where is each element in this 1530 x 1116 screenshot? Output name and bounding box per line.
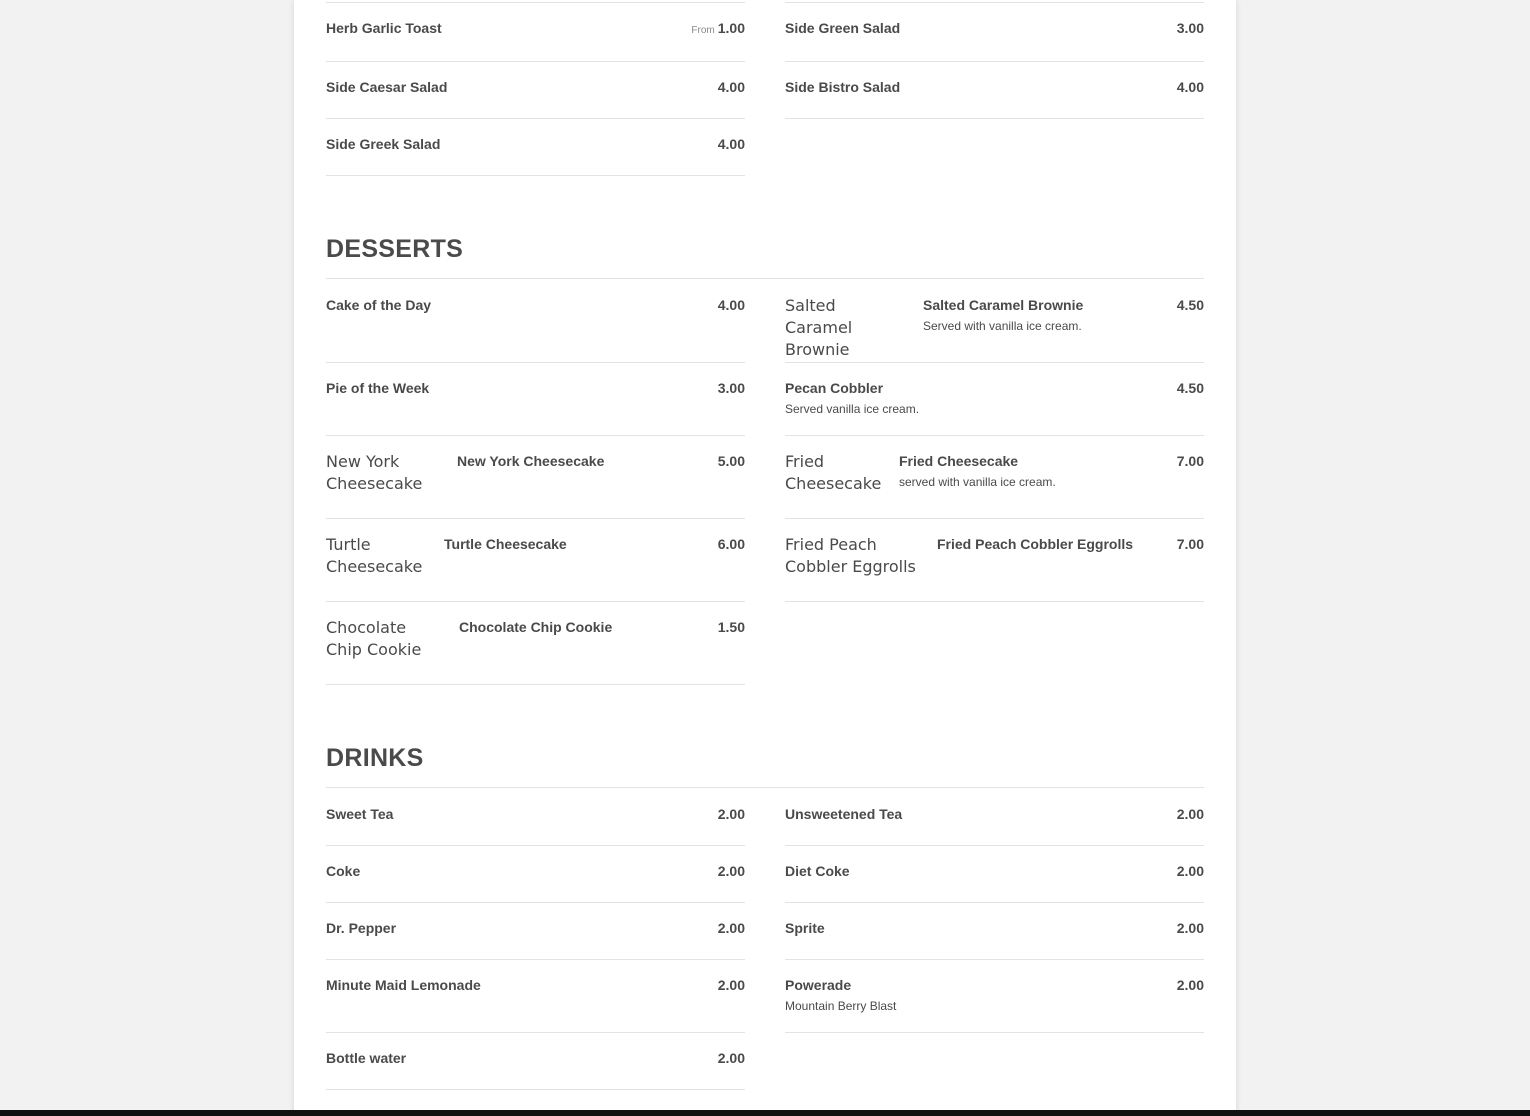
item-price: 7.00 — [1176, 453, 1204, 469]
menu-item-herb-garlic-toast[interactable] — [326, 20, 745, 62]
item-price: 4.00 — [717, 297, 745, 313]
item-price: 2.00 — [1176, 863, 1204, 879]
item-image-alt: New York — [326, 452, 400, 471]
item-price: 4.50 — [1176, 297, 1204, 313]
menu-item-unsweetened-tea[interactable] — [785, 806, 1204, 846]
menu-item-side-caesar-salad[interactable] — [326, 79, 745, 119]
item-price: 3.00 — [1176, 20, 1204, 36]
item-name: Salted Caramel Brownie — [923, 297, 1084, 313]
item-name: Dr. Pepper — [326, 920, 397, 936]
menu-item-new-york-cheesecake[interactable] — [326, 451, 745, 519]
item-image-alt: Cheesecake — [326, 474, 423, 493]
item-price: 4.00 — [717, 136, 745, 152]
section-title-desserts: DESSERTS — [326, 235, 464, 263]
item-image-alt: Cobbler Eggrolls — [785, 557, 916, 576]
item-description: served with vanilla ice cream. — [899, 475, 1056, 489]
item-price: 2.00 — [1176, 920, 1204, 936]
item-price: 4.00 — [717, 79, 745, 95]
item-price: 2.00 — [1176, 806, 1204, 822]
item-price: 2.00 — [717, 920, 745, 936]
item-image-alt: Cheesecake — [785, 474, 882, 493]
menu-item-dr-pepper[interactable] — [326, 920, 745, 960]
item-image[interactable] — [785, 295, 852, 361]
item-image[interactable] — [785, 534, 916, 578]
item-image-alt: Chocolate — [326, 618, 407, 637]
item-name: Diet Coke — [785, 863, 850, 879]
price-value: 1.00 — [717, 20, 745, 36]
item-image-alt: Salted — [785, 296, 836, 315]
item-price: 2.00 — [717, 1050, 745, 1066]
item-name: New York Cheesecake — [457, 453, 605, 469]
item-price: 7.00 — [1176, 536, 1204, 552]
item-description: Served with vanilla ice cream. — [923, 319, 1082, 333]
menu-item-turtle-cheesecake[interactable] — [326, 534, 745, 602]
menu-item-side-green-salad[interactable] — [785, 20, 1204, 62]
item-name: Pecan Cobbler — [785, 380, 884, 396]
item-image[interactable] — [326, 451, 422, 495]
item-description: Served vanilla ice cream. — [785, 402, 920, 416]
item-name: Turtle Cheesecake — [444, 536, 567, 552]
item-name: Side Green Salad — [785, 20, 901, 36]
menu-item-sprite[interactable] — [785, 920, 1204, 960]
menu-item-side-bistro-salad[interactable] — [785, 79, 1204, 119]
section-title-drinks: DRINKS — [326, 744, 424, 772]
item-image-alt: Chip Cookie — [326, 640, 422, 659]
item-name: Fried Peach Cobbler Eggrolls — [937, 536, 1134, 552]
menu-item-diet-coke[interactable] — [785, 863, 1204, 903]
item-price: 2.00 — [717, 806, 745, 822]
menu-item-pie-of-the-week[interactable] — [326, 380, 745, 436]
item-name: Pie of the Week — [326, 380, 430, 396]
price-prefix: From — [691, 25, 715, 36]
item-image-alt: Fried Peach — [785, 535, 877, 554]
footer-bar — [0, 1110, 1530, 1116]
item-image-alt: Fried — [785, 452, 825, 471]
menu-item-side-greek-salad[interactable] — [326, 136, 745, 176]
item-image-alt: Cheesecake — [326, 557, 423, 576]
item-price: 2.00 — [717, 977, 745, 993]
item-name: Side Greek Salad — [326, 136, 441, 152]
item-name: Sweet Tea — [326, 806, 394, 822]
item-image-alt: Turtle — [326, 535, 371, 554]
item-name: Cake of the Day — [326, 297, 432, 313]
menu-item-minute-maid-lemonade[interactable] — [326, 977, 745, 1033]
item-name: Powerade — [785, 977, 852, 993]
item-price: 3.00 — [717, 380, 745, 396]
section-rule — [326, 278, 1204, 279]
menu-item-fried-peach-cobbler-eggrolls[interactable] — [785, 534, 1204, 602]
item-name: Side Bistro Salad — [785, 79, 901, 95]
item-image-alt: Brownie — [785, 340, 850, 359]
menu-item-pecan-cobbler[interactable] — [785, 380, 1204, 436]
item-image-alt: Caramel — [785, 318, 853, 337]
item-price: 1.50 — [717, 619, 745, 635]
menu-item-powerade[interactable] — [785, 977, 1204, 1033]
item-name: Coke — [326, 863, 361, 879]
item-name: Minute Maid Lemonade — [326, 977, 481, 993]
item-image[interactable] — [785, 451, 881, 495]
item-name: Side Caesar Salad — [326, 79, 448, 95]
menu-item-bottle-water[interactable] — [326, 1050, 745, 1090]
item-name: Herb Garlic Toast — [326, 20, 442, 36]
menu-item-salted-caramel-brownie[interactable] — [785, 295, 1204, 363]
menu-item-fried-cheesecake[interactable] — [785, 451, 1204, 519]
item-name: Sprite — [785, 920, 825, 936]
item-image[interactable] — [326, 617, 421, 661]
item-price: 4.00 — [1176, 79, 1204, 95]
item-price: 2.00 — [717, 863, 745, 879]
item-name: Fried Cheesecake — [899, 453, 1019, 469]
item-price: 6.00 — [717, 536, 745, 552]
item-price — [691, 20, 745, 36]
item-description: Mountain Berry Blast — [785, 999, 897, 1013]
section-rule — [326, 787, 1204, 788]
item-price: 5.00 — [717, 453, 745, 469]
item-price: 4.50 — [1176, 380, 1204, 396]
item-name: Chocolate Chip Cookie — [459, 619, 613, 635]
menu-item-sweet-tea[interactable] — [326, 806, 745, 846]
item-name: Bottle water — [326, 1050, 407, 1066]
item-name: Unsweetened Tea — [785, 806, 903, 822]
item-image[interactable] — [326, 534, 422, 578]
item-price: 2.00 — [1176, 977, 1204, 993]
menu-item-cake-of-the-day[interactable] — [326, 297, 745, 363]
menu-item-chocolate-chip-cookie[interactable] — [326, 617, 745, 685]
menu-item-coke[interactable] — [326, 863, 745, 903]
